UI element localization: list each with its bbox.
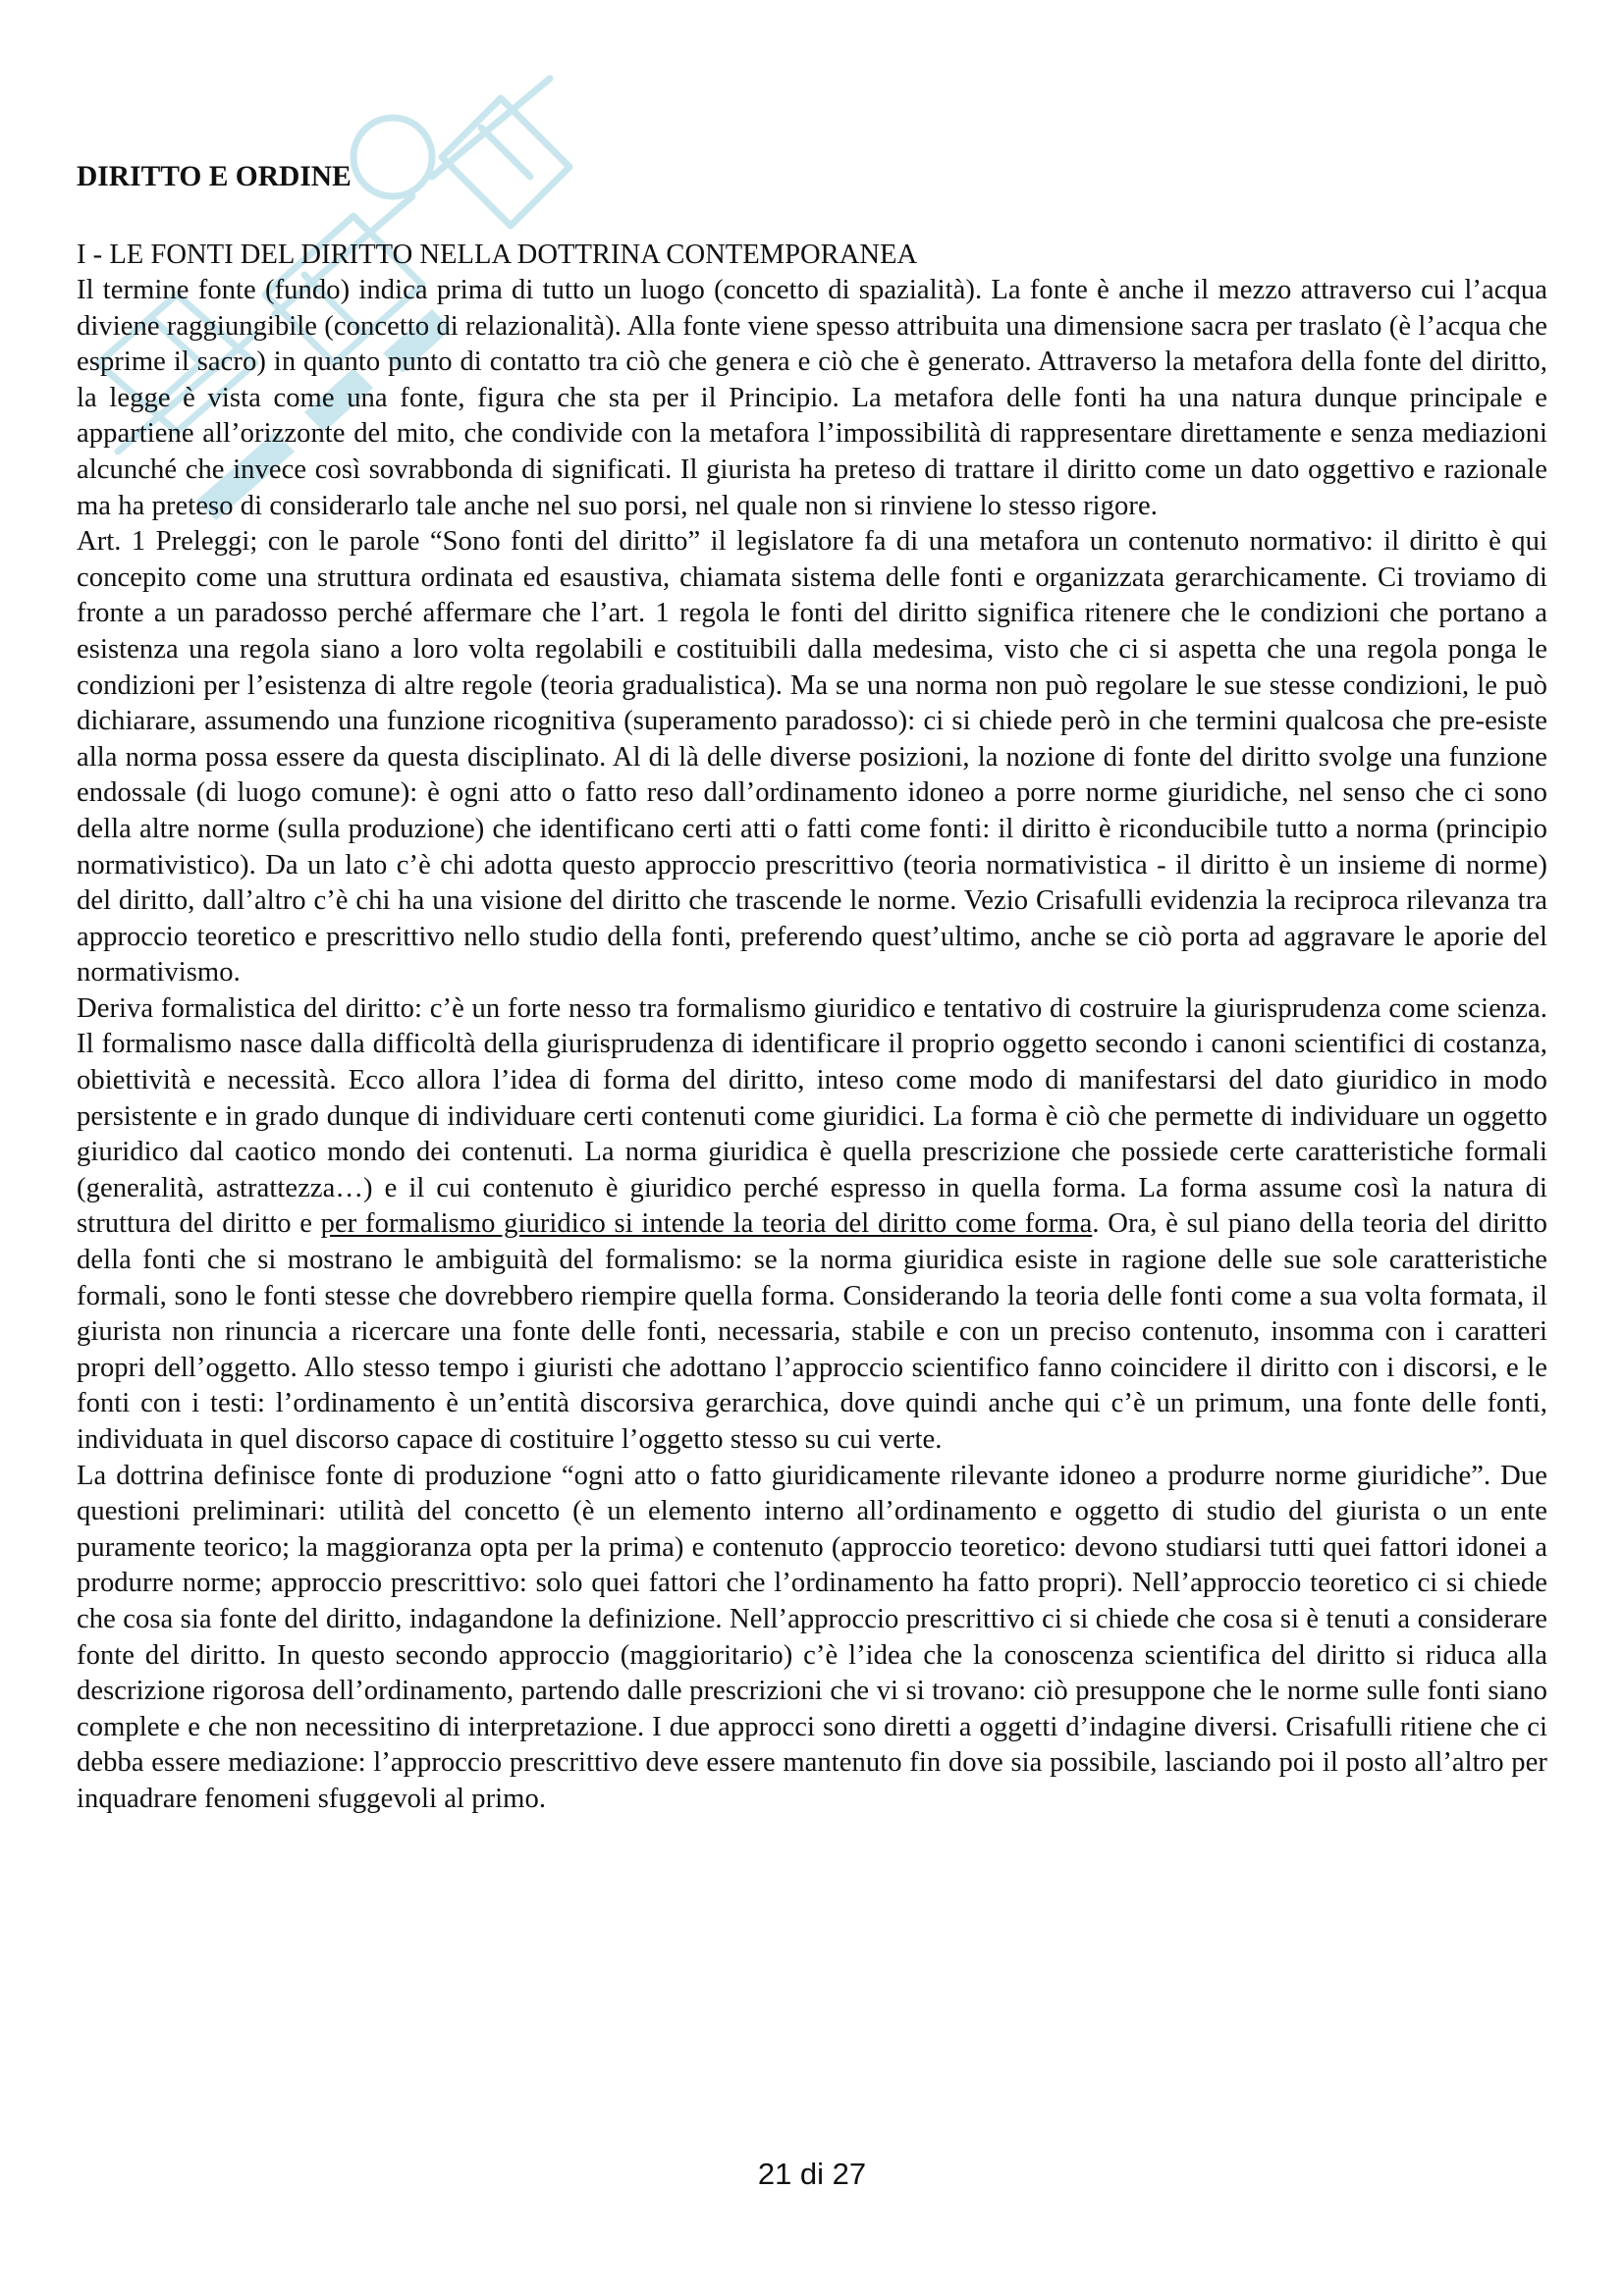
paragraph-fonte-produzione: La dottrina definisce fonte di produzione “ogni atto o fatto giuridicamente rilevante idoneo a produrre norme giuridiche”. Due questioni preliminari: utilità del concetto (è un elemento interno all’ordinamento e oggetto di studio del giurista o un ente puramente teorico; la maggioranza opta per la prima) e contenuto (approccio teoretico: devono studiarsi tutti quei fattori idonei a produrre norme; approccio prescrittivo: solo quei fattori che l’ordinamento ha fatto propri). Nell’approccio teoretico ci si chiede che cosa sia fonte del diritto, indagandone la definizione. Nell’approccio prescrittivo ci si chiede che cosa si è tenuti a considerare fonte del diritto. In questo secondo approccio (maggioritario) c’è l’idea che la conoscenza scientifica del diritto si riduca alla descrizione rigorosa dell’ordinamento, partendo dalle prescrizioni che vi si trovano: ciò presuppone che le norme sulle fonti siano complete e che non necessitino di interpretazione. I due approcci sono diretti a oggetti d’indagine diversi. Crisafulli ritiene che ci debba essere mediazione: l’approccio prescrittivo deve essere mantenuto fin dove sia possibile, lasciando poi il posto all’altro per inquadrare fenomeni sfuggevoli al primo. <box>77 1460 1547 1814</box>
paragraph-fonte-definizione: Il termine fonte (fundo) indica prima di tutto un luogo (concetto di spazialità). La fonte è anche il mezzo attraverso cui l’acqua diviene raggiungibile (concetto di relazionalità). Alla fonte viene spesso attribuita una dimensione sacra per traslato (è l’acqua che esprime il sacro) in quanto punto di contatto tra ciò che genera e ciò che è generato. Attraverso la metafora della fonte del diritto, la legge è vista come una fonte, figura che sta per il Principio. La metafora delle fonti ha una natura dunque principale e appartiene all’orizzonte del mito, che condivide con la metafora l’impossibilità di rappresentare direttamente e senza mediazioni alcunché che invece così sovrabbonda di significati. Il giurista ha preteso di trattare il diritto come un dato oggettivo e razionale ma ha preteso di considerarlo tale anche nel suo porsi, nel quale non si rinviene lo stesso rigore. <box>77 275 1547 521</box>
document-page <box>77 147 1547 1818</box>
document-title: DIRITTO E ORDINE <box>77 161 352 192</box>
paragraph-text: Deriva formalistica del diritto: c’è un forte nesso tra formalismo giuridico e tentativo di costruire la giurisprudenza come scienza. Il formalismo nasce dalla difficoltà della giurisprudenza di identificare il proprio oggetto secondo i canoni scientifici di costanza, obiettività e necessità. Ecco allora l’idea di forma del diritto, inteso come modo di manifestarsi del dato giuridico in modo persistente e in grado dunque di individuare certi contenuti come giuridici. La forma è ciò che permette di individuare un oggetto giuridico dal caotico mondo dei contenuti. La norma giuridica è quella prescrizione che possiede certe caratteristiche formali (generalità, astrattezza…) e il cui contenuto è giuridico perché espresso in quella forma. La forma assume così la natura di struttura del diritto e <box>77 992 1547 1240</box>
underlined-definition: per formalismo giuridico si intende la teoria del diritto come forma <box>320 1208 1093 1240</box>
page-number: 21 di 27 <box>757 2157 867 2191</box>
paragraph-text: . Ora, è sul piano della teoria del diritto della fonti che si mostrano le ambiguità del formalismo: se la norma giuridica esiste in ragione delle sue sole caratteristiche formali, sono le fonti stesse che dovrebbero riempire quella forma. Considerando la teoria delle fonti come a sua volta formata, il giurista non rinuncia a ricercare una fonte delle fonti, necessaria, stabile e con un preciso contenuto, insomma con i caratteri propri dell’oggetto. Allo stesso tempo i giuristi che adottano l’approccio scientifico fanno coincidere il diritto con i discorsi, e le fonti con i testi: l’ordinamento è un’entità discorsiva gerarchica, dove quindi anche qui c’è un primum, una fonte delle fonti, individuata in quel discorso capace di costituire l’oggetto stesso su cui verte. <box>77 1208 1548 1455</box>
paragraph-deriva-formalistica <box>77 991 1547 1459</box>
paragraph-preleggi: Art. 1 Preleggi; con le parole “Sono fonti del diritto” il legislatore fa di una metafora un contenuto normativo: il diritto è qui concepito come una struttura ordinata ed esaustiva, chiamata sistema delle fonti e organizzata gerarchicamente. Ci troviamo di fronte a un paradosso perché affermare che l’art. 1 regola le fonti del diritto significa ritenere che le condizioni che portano a esistenza una regola siano a loro volta regolabili e costituibili dalla medesima, visto che ci si aspetta che una regola ponga le condizioni per l’esistenza di altre regole (teoria gradualistica). Ma se una norma non può regolare le sue stesse condizioni, le può dichiarare, assumendo una funzione ricognitiva (superamento paradosso): ci si chiede però in che termini qualcosa che pre-esiste alla norma possa essere da questa disciplinato. Al di là delle diverse posizioni, la nozione di fonte del diritto svolge una funzione endossale (di luogo comune): è ogni atto o fatto reso dall’ordinamento idoneo a porre norme giuridiche, nel senso che ci sono della altre norme (sulla produzione) che identificano certi atti o fatti come fonti: il diritto è riconducibile tutto a norma (principio normativistico). Da un lato c’è chi adotta questo approccio prescrittivo (teoria normativistica - il diritto è un insieme di norme) del diritto, dall’altro c’è chi ha una visione del diritto che trascende le norme. Vezio Crisafulli evidenzia la reciproca rilevanza tra approccio teoretico e prescrittivo nello studio della fonti, preferendo quest’ultimo, anche se ciò porta ad aggravare le aporie del normativismo. <box>77 526 1547 988</box>
section-heading: I - LE FONTI DEL DIRITTO NELLA DOTTRINA CONTEMPORANEA <box>77 240 918 270</box>
